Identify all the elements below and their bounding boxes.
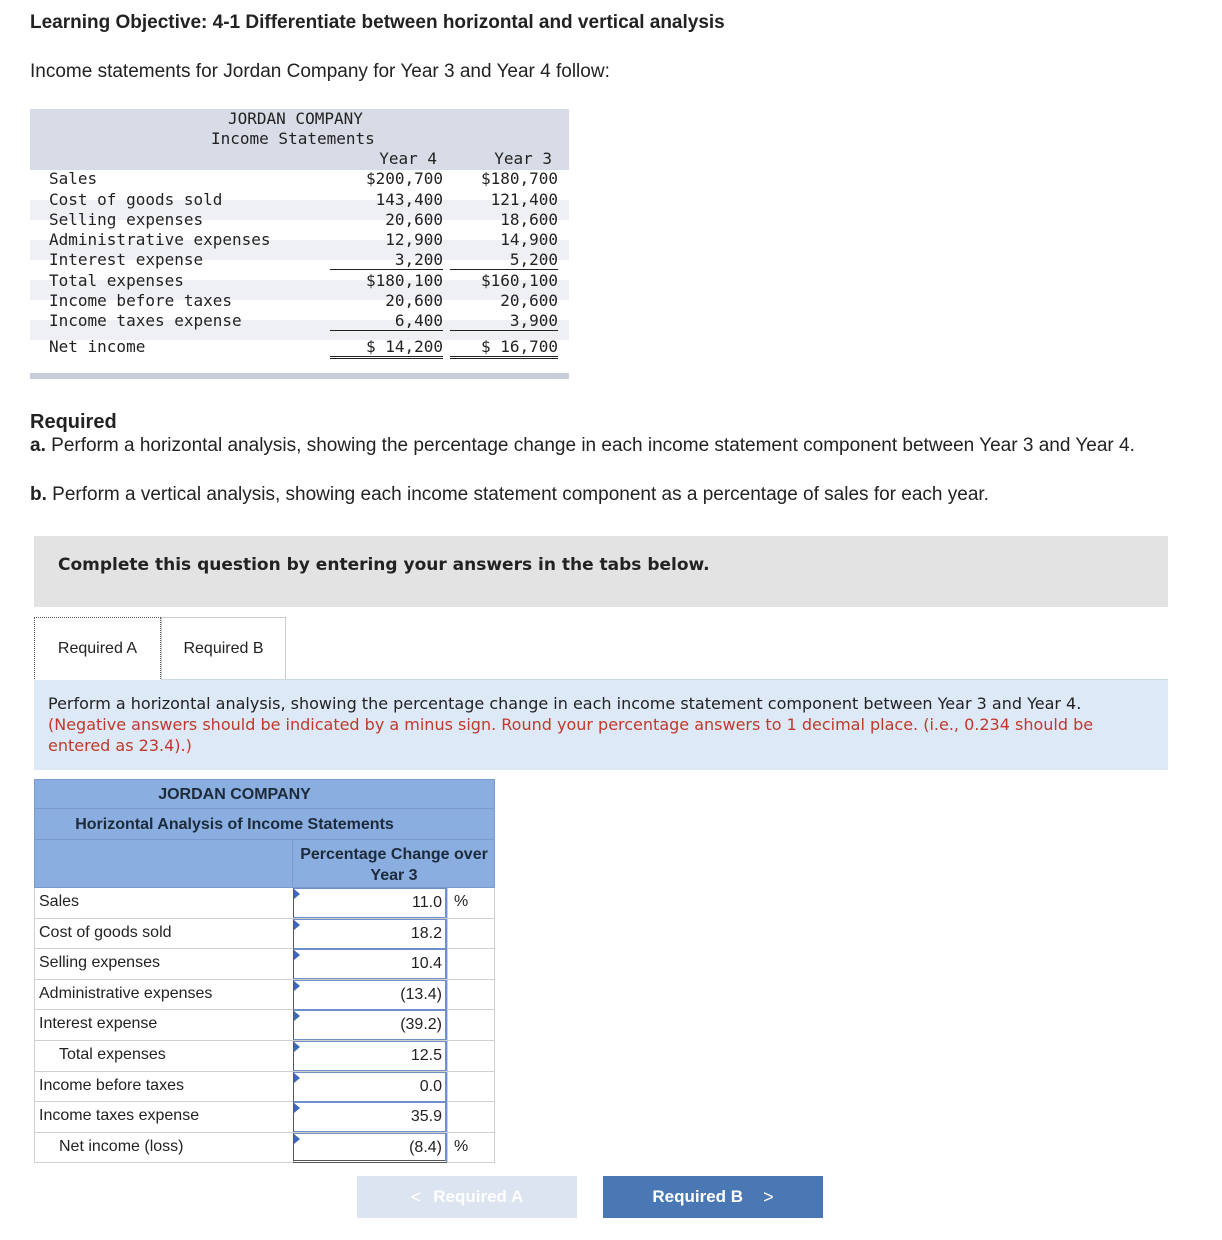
statement-row-label: Selling expenses <box>49 210 204 229</box>
row-label: Administrative expenses <box>39 984 213 1002</box>
answer-input[interactable]: (13.4) <box>293 980 447 1010</box>
statement-row-label: Income before taxes <box>49 291 233 310</box>
answer-input[interactable]: (39.2) <box>293 1010 447 1040</box>
table-row <box>34 980 495 1011</box>
percent-unit: % <box>454 1137 469 1155</box>
next-required-b-button[interactable] <box>603 1176 823 1218</box>
table-title: Horizontal Analysis of Income Statements <box>34 809 495 840</box>
prev-required-a-button[interactable] <box>357 1176 577 1218</box>
row-label: Income taxes expense <box>39 1107 200 1125</box>
statement-row-y3: $160,100 <box>480 271 558 290</box>
statement-row-label: Interest expense <box>49 250 204 269</box>
learning-objective: Learning Objective: 4-1 Differentiate between horizontal and vertical analysis <box>30 12 725 33</box>
statement-row-y3: $180,700 <box>480 169 558 188</box>
statement-row-y4: 12,900 <box>385 230 443 249</box>
requirement-a-text: Perform a horizontal analysis, showing the percentage change in each income statement component between Year 3 and Year 4. <box>51 435 1135 456</box>
complete-banner-text: Complete this question by entering your answers in the tabs below. <box>58 555 710 575</box>
table-row <box>34 1133 495 1164</box>
statement-row-label: Net income <box>49 337 146 356</box>
statement-row-y3: 3,900 <box>450 311 558 331</box>
column-percentage-change: Percentage Change over Year 3 <box>300 846 488 884</box>
statement-row-label: Income taxes expense <box>49 311 242 330</box>
percent-unit: % <box>454 893 469 910</box>
row-label: Sales <box>39 893 80 910</box>
requirement-b-label: b. <box>30 484 47 505</box>
row-label: Total expenses <box>59 1045 166 1063</box>
statement-row-y4: 3,200 <box>330 250 443 270</box>
statement-row-y3: 5,200 <box>450 250 558 270</box>
answer-input[interactable]: 11.0 <box>293 888 447 918</box>
statement-row-y3: 121,400 <box>490 190 558 209</box>
requirement-a-label: a. <box>30 435 46 456</box>
statement-row-y4: 20,600 <box>385 210 443 229</box>
statement-row-y3: 20,600 <box>500 291 558 310</box>
statement-row-y4: 6,400 <box>330 311 443 331</box>
statement-row-y4: $200,700 <box>365 169 443 188</box>
statement-title: Income Statements <box>211 129 375 148</box>
chevron-left-icon: < <box>410 1186 422 1207</box>
statement-row-label: Total expenses <box>49 271 184 290</box>
table-column-header <box>34 840 495 888</box>
statement-col-year4: Year 4 <box>379 149 437 168</box>
statement-company: JORDAN COMPANY <box>228 109 363 128</box>
requirement-b-text: Perform a vertical analysis, showing each income statement component as a percentage of sales for each year. <box>52 484 989 505</box>
complete-banner <box>34 536 1168 607</box>
statement-row-y4: $180,100 <box>365 271 443 290</box>
prev-button-label: Required A <box>433 1187 524 1206</box>
requirement-b <box>30 483 1200 507</box>
income-statement <box>30 109 569 379</box>
tab-required-b[interactable]: Required B <box>161 617 286 679</box>
statement-row-y4: 143,400 <box>375 190 443 209</box>
statement-row-y4: 20,600 <box>385 291 443 310</box>
chevron-right-icon: > <box>763 1186 774 1207</box>
answer-input[interactable]: 12.5 <box>293 1041 447 1071</box>
answer-input[interactable]: 10.4 <box>293 949 447 979</box>
table-row <box>34 888 495 919</box>
requirement-a <box>30 434 1200 458</box>
horizontal-analysis-table <box>34 779 495 1163</box>
next-button-label: Required B <box>652 1187 744 1206</box>
statement-row-label: Sales <box>49 169 98 188</box>
table-row <box>34 1010 495 1041</box>
statement-col-year3: Year 3 <box>494 149 552 168</box>
answer-input[interactable]: 0.0 <box>293 1072 447 1102</box>
table-row <box>34 1041 495 1072</box>
table-company: JORDAN COMPANY <box>34 779 495 809</box>
answer-input[interactable]: 35.9 <box>293 1102 447 1132</box>
required-heading: Required <box>30 411 117 433</box>
row-label: Selling expenses <box>39 954 160 972</box>
row-label: Net income (loss) <box>59 1137 184 1155</box>
instructions-note: (Negative answers should be indicated by a minus sign. Round your percentage answers to 1 decimal place. (i.e., 0.234 should be entered as 23.4).) <box>48 715 1094 755</box>
statement-row-y3: 14,900 <box>500 230 558 249</box>
answer-input[interactable]: (8.4) <box>293 1133 447 1163</box>
answer-input[interactable]: 18.2 <box>293 919 447 949</box>
intro-text: Income statements for Jordan Company for Year 3 and Year 4 follow: <box>30 61 610 82</box>
statement-row-label: Administrative expenses <box>49 230 271 249</box>
instructions-panel <box>34 680 1168 770</box>
row-label: Cost of goods sold <box>39 923 172 941</box>
table-row <box>34 949 495 980</box>
statement-row-y4: $ 14,200 <box>330 337 443 359</box>
row-label: Income before taxes <box>39 1076 184 1094</box>
table-row <box>34 919 495 950</box>
table-row <box>34 1072 495 1103</box>
row-label: Interest expense <box>39 1015 158 1033</box>
statement-row-y3: 18,600 <box>500 210 558 229</box>
statement-row-label: Cost of goods sold <box>49 190 223 209</box>
tab-required-a[interactable]: Required A <box>34 617 161 679</box>
table-row <box>34 1102 495 1133</box>
statement-row-y3: $ 16,700 <box>450 337 558 359</box>
instructions-main: Perform a horizontal analysis, showing the percentage change in each income statement component between Year 3 and Year 4. <box>48 694 1082 713</box>
